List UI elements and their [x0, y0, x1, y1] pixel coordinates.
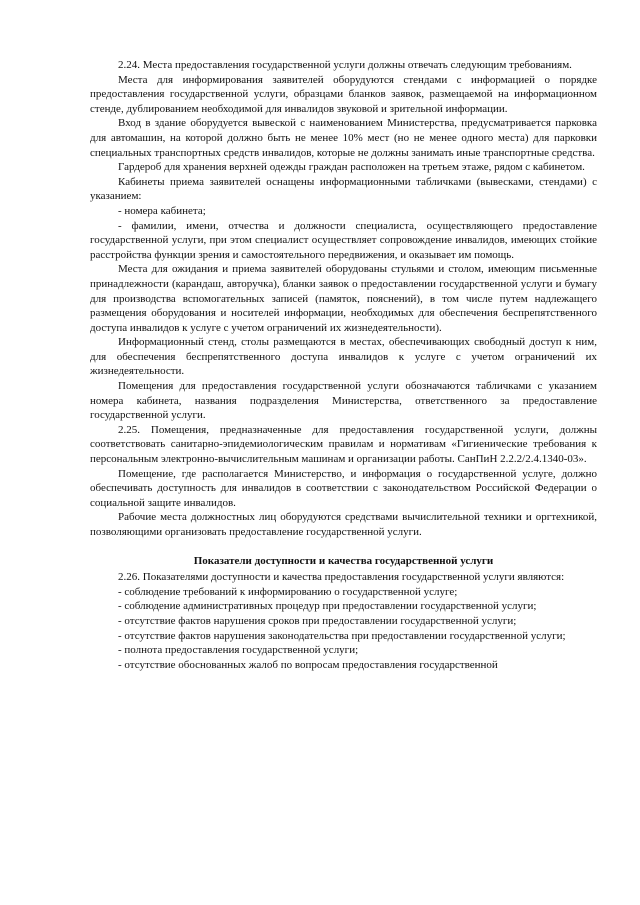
paragraph: Помещения для предоставления государственной услуги обозначаются табличками с указанием номера кабинета, названия подразделения Министерства, ответственного за предоставление государственной услуги.	[90, 380, 597, 422]
paragraph: Вход в здание оборудуется вывеской с наименованием Министерства, предусматривается парковка для автомашин, на которой должно быть не менее 10% мест (но не менее одного места) для парковки специальных транспортных средств инвалидов, которые не должны занимать иные транспортные средства.	[90, 117, 597, 159]
list-item: - фамилии, имени, отчества и должности специалиста, осуществляющего предоставление государственной услуги, при этом специалист осуществляет сопровождение инвалидов, имеющих стойкие расстройства функции зрения и самостоятельного передвижения, и оказывает им помощь.	[90, 219, 597, 261]
list-item: - отсутствие фактов нарушения сроков при предоставлении государственной услуги;	[118, 614, 517, 627]
paragraph: Гардероб для хранения верхней одежды граждан расположен на третьем этаже, рядом с кабинетом.	[118, 161, 585, 174]
paragraph: Места для ожидания и приема заявителей оборудованы стульями и столом, имеющим письменные принадлежности (карандаш, авторучка), бланки заявок о предоставлении государственной услуги и бумагу для производства вспомогательных записей (памяток, пояснений), в том числе путем надлежащего размещения оборудования и носителей информации, необходимых для обеспечения беспрепятственного доступа инвалидов к услуге с учетом ограничений их жизнедеятельности).	[90, 263, 597, 334]
list-item: - соблюдение требований к информированию о государственной услуге;	[118, 585, 458, 598]
paragraph: Информационный стенд, столы размещаются в местах, обеспечивающих свободный доступ к ним, для обеспечения беспрепятственного доступа инвалидов к услуге с учетом ограничений их жизнедеятельности.	[90, 336, 597, 378]
paragraph: Кабинеты приема заявителей оснащены информационными табличками (вывесками, стендами) с указанием:	[90, 175, 597, 203]
paragraph: 2.26. Показателями доступности и качества предоставления государственной услуги являются:	[118, 571, 565, 584]
section-heading: Показатели доступности и качества государственной услуги	[193, 554, 494, 567]
paragraph: Помещение, где располагается Министерство, и информация о государственной услуге, должно обеспечивать доступность для инвалидов в соответствии с законодательством Российской Федерации о социальной защите инвалидов.	[90, 467, 597, 509]
paragraph: 2.24. Места предоставления государственной услуги должны отвечать следующим требованиям.	[118, 59, 572, 71]
document-page	[90, 58, 597, 672]
section-spacer	[90, 540, 597, 546]
list-item: - отсутствие фактов нарушения законодательства при предоставлении государственной услуги;	[118, 629, 566, 642]
list-item: - отсутствие обоснованных жалоб по вопросам предоставления государственной	[118, 658, 498, 671]
list-item: - номера кабинета;	[118, 204, 206, 217]
paragraph: 2.25. Помещения, предназначенные для предоставления государственной услуги, должны соответствовать санитарно-эпидемиологическим правилам и нормативам «Гигиенические требования к персональным электронно-вычислительным машинам и организации работы. СанПиН 2.2.2/2.4.1340-03».	[90, 423, 597, 466]
list-item: - полнота предоставления государственной услуги;	[118, 644, 359, 657]
paragraph: Места для информирования заявителей оборудуются стендами с информацией о порядке предоставления государственной услуги, образцами бланков заявок, размещаемой на информационном стенде, дублированием необходимой для инвалидов звуковой и зрительной информации.	[90, 73, 597, 115]
paragraph: Рабочие места должностных лиц оборудуются средствами вычислительной техники и оргтехникой, позволяющими организовать предоставление государственной услуги.	[90, 511, 597, 538]
list-item: - соблюдение административных процедур при предоставлении государственной услуги;	[118, 600, 537, 613]
